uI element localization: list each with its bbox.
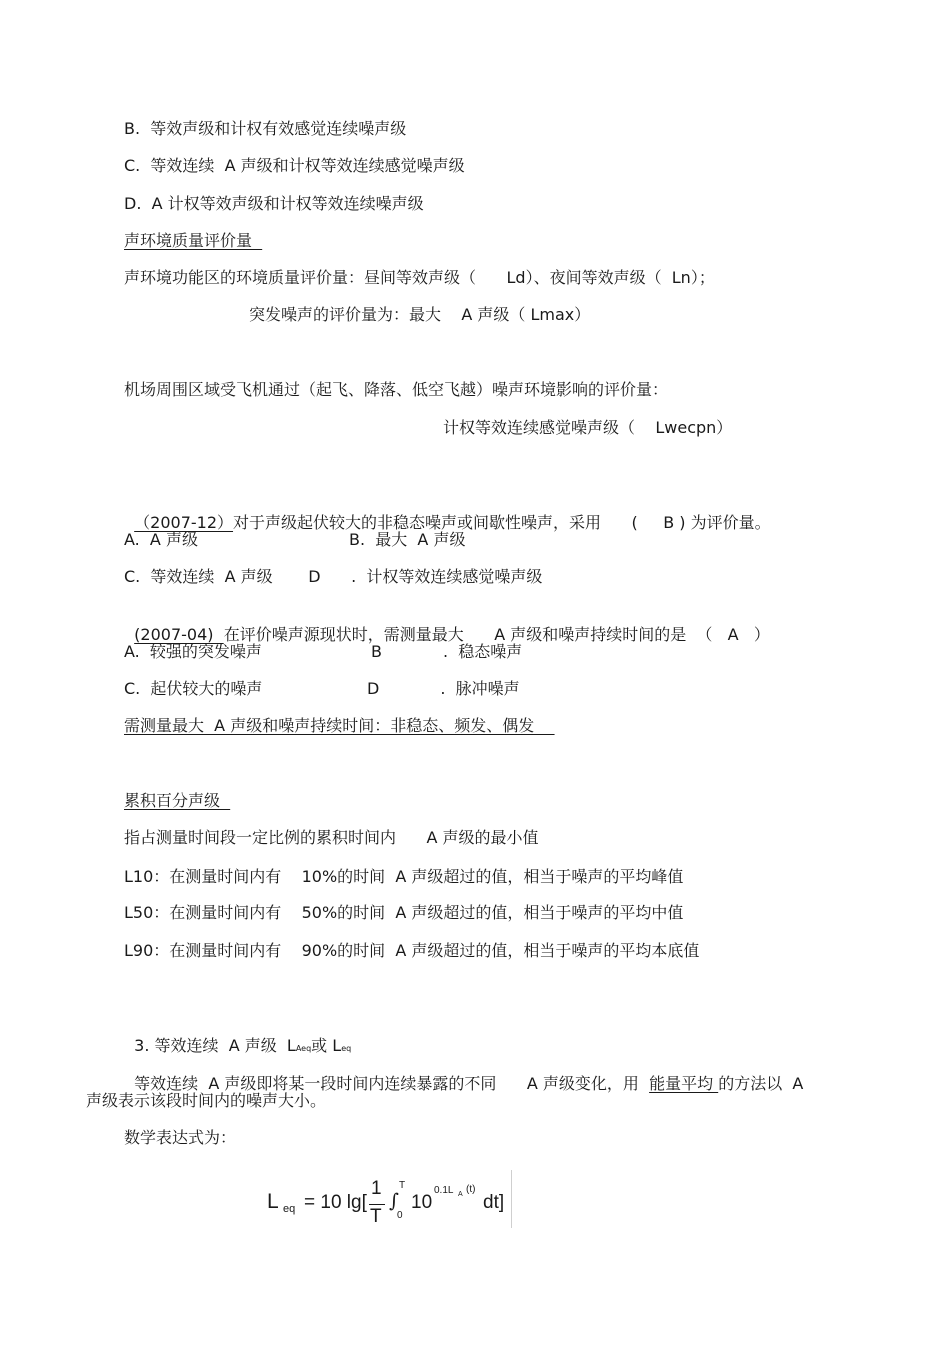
text-line: 数学表达式为： (124, 1128, 237, 1147)
question-year: (2007-04) (134, 625, 224, 644)
text-line: 声级表示该段时间内的噪声大小。 (86, 1091, 327, 1110)
answer-option: B. 最大 A 声级 (349, 530, 466, 549)
formula-L: L (267, 1190, 279, 1213)
answer-option: A. 较强的突发噪声 (124, 642, 262, 661)
text-line: 机场周围区域受飞机通过（起飞、降落、低空飞越）噪声环境影响的评价量： (124, 380, 669, 399)
formula-denominator: T (370, 1206, 382, 1227)
integral-sign: ∫ (389, 1190, 399, 1212)
answer-option: A. A 声级 (124, 530, 198, 549)
heading-text: 或 L (311, 1036, 342, 1055)
answer-option: C. 等效连续 A 声级 D . 计权等效连续感觉噪声级 (124, 567, 543, 586)
section-heading-percentile: 累积百分声级 (124, 791, 231, 810)
formula-lg: = 10 lg[ (304, 1192, 367, 1213)
fraction-bar (369, 1204, 385, 1205)
text-line: 突发噪声的评价量为：最大 A 声级（ Lmax） (249, 305, 591, 324)
note-line: 需测量最大 A 声级和噪声持续时间：非稳态、频发、偶发 (124, 716, 555, 735)
formula-ten: 10 (411, 1192, 433, 1213)
answer-option: B . 稳态噪声 (371, 642, 523, 661)
option-b: B. 等效声级和计权有效感觉连续噪声级 (124, 119, 407, 138)
section-heading-quality: 声环境质量评价量 (124, 231, 263, 250)
subscript: Aeq (295, 1044, 312, 1053)
text-line: L10：在测量时间内有 10%的时间 A 声级超过的值，相当于噪声的平均峰值 (124, 867, 684, 886)
option-d: D. A 计权等效声级和计权等效连续噪声级 (124, 194, 424, 213)
question-text: 在评价噪声源现状时，需测量最大 A 声级和噪声持续时间的是 （ A ） (223, 625, 770, 644)
text-span: 的方法以 A (718, 1074, 804, 1093)
text-line: L90：在测量时间内有 90%的时间 A 声级超过的值，相当于噪声的平均本底值 (124, 941, 700, 960)
formula-border (511, 1170, 512, 1228)
text-line: L50：在测量时间内有 50%的时间 A 声级超过的值，相当于噪声的平均中值 (124, 903, 684, 922)
text-span: 等效连续 A 声级即将某一段时间内连续暴露的不同 A 声级变化，用 (134, 1074, 650, 1093)
formula-dt: dt] (483, 1192, 505, 1213)
heading-text: 3. 等效连续 A 声级 L (134, 1036, 296, 1055)
answer-option: D . 脉冲噪声 (367, 679, 520, 698)
question-text: 对于声级起伏较大的非稳态噪声或间歇性噪声，采用 ( B ) 为评价量。 (233, 513, 771, 532)
formula-exponent-t: (t) (466, 1184, 476, 1195)
question-year: （2007-12） (134, 513, 234, 532)
question-line (124, 605, 770, 645)
text-line: 声环境功能区的环境质量评价量：昼间等效声级（ Ld）、夜间等效声级（ Ln）； (124, 268, 715, 287)
formula-eq-subscript: eq (283, 1203, 296, 1215)
text-line (124, 1054, 803, 1094)
integral-lower: 0 (397, 1210, 403, 1221)
formula-exponent-subscript: A (458, 1191, 463, 1198)
subscript: eq (341, 1044, 352, 1053)
section-heading-leq (124, 1016, 351, 1059)
text-line: 计权等效连续感觉噪声级（ Lwecpn） (443, 418, 733, 437)
text-line: 指占测量时间段一定比例的累积时间内 A 声级的最小值 (124, 828, 539, 847)
underlined-term: 能量平均 (649, 1074, 719, 1093)
question-line (124, 493, 771, 533)
formula-exponent: 0.1L (434, 1185, 454, 1196)
formula-numerator: 1 (371, 1178, 382, 1199)
option-c: C. 等效连续 A 声级和计权等效连续感觉噪声级 (124, 156, 465, 175)
answer-option: C. 起伏较大的噪声 (124, 679, 263, 698)
integral-upper: T (399, 1180, 406, 1191)
